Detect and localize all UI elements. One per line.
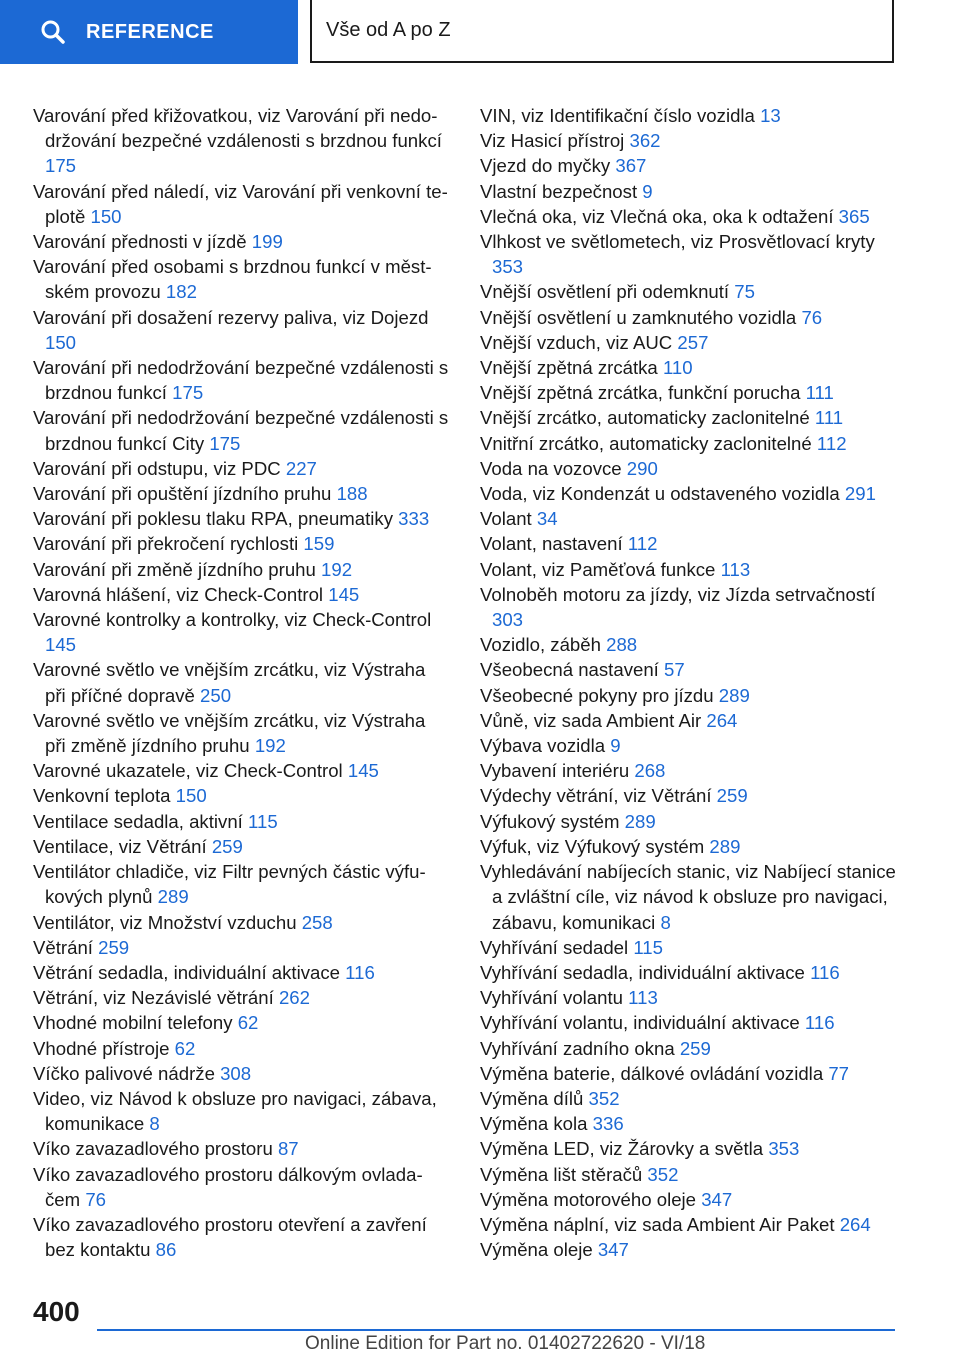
page-reference-link[interactable]: 227	[285, 457, 317, 479]
index-entry	[480, 632, 900, 657]
page-reference-link[interactable]: 116	[810, 961, 840, 983]
index-entry	[480, 1212, 900, 1237]
index-entry	[480, 1237, 900, 1262]
index-column-right	[480, 103, 900, 1262]
page-reference-link[interactable]: 303	[492, 609, 524, 631]
page-reference-link[interactable]: 291	[844, 483, 876, 505]
index-entry	[480, 1187, 900, 1212]
index-entry	[33, 935, 449, 960]
index-entry-text: Varování při nedodržování bezpečné vzdálenosti s brzdnou funkcí	[33, 357, 449, 404]
index-entry-text: Všeobecné pokyny pro jízdu	[480, 684, 714, 706]
index-entry-text: Ventilátor, viz Množství vzduchu	[33, 911, 297, 933]
page-reference-link[interactable]: 264	[706, 709, 738, 731]
index-entry	[480, 1162, 900, 1187]
page-reference-link[interactable]: 115	[633, 936, 663, 958]
reference-tab-label: REFERENCE	[86, 20, 214, 43]
index-entry	[480, 859, 900, 935]
index-entry	[480, 758, 900, 783]
section-title: Vše od A po Z	[310, 0, 894, 63]
page-reference-link[interactable]: 264	[839, 1213, 871, 1235]
index-entry-text: Vnější zrcátko, automaticky zaclonitelné	[480, 407, 810, 429]
page-reference-link[interactable]: 86	[155, 1239, 177, 1261]
index-entry-text: Vnější zpětná zrcátka, funkční porucha	[480, 382, 801, 404]
index-entry-text: Větrání sedadla, individuální aktivace	[33, 961, 340, 983]
index-entry	[33, 1136, 449, 1161]
page-reference-link[interactable]: 257	[677, 331, 709, 353]
index-entry	[33, 531, 449, 556]
index-entry-text: Voda, viz Kondenzát u odstaveného vozidla	[480, 483, 840, 505]
page-reference-link[interactable]: 57	[664, 659, 685, 681]
index-entry-text: Varování při změně jízdního pruhu	[33, 558, 316, 580]
index-entry-text: Výměna LED, viz Žárovky a světla	[480, 1138, 764, 1160]
page-reference-link[interactable]: 145	[45, 634, 77, 656]
index-entry-text: Varovné světlo ve vnějším zrcátku, viz Výstraha při příčné dopravě	[33, 659, 426, 706]
index-entry-text: Varování před osobami s brzdnou funkcí v městském provozu	[33, 256, 432, 303]
index-entry-text: Ventilátor chladiče, viz Filtr pevných částic výfukových plynů	[33, 861, 426, 908]
page-reference-link[interactable]: 75	[734, 281, 755, 303]
index-entry-text: Varovná hlášení, viz Check-Control	[33, 583, 324, 605]
page-reference-link[interactable]: 159	[303, 533, 335, 555]
page-reference-link[interactable]: 76	[801, 306, 823, 328]
index-entry-text: Výbava vozidla	[480, 735, 606, 757]
index-entry	[480, 380, 900, 405]
page-reference-link[interactable]: 113	[720, 558, 751, 580]
page-reference-link[interactable]: 150	[175, 785, 207, 807]
index-entry-text: Varovné kontrolky a kontrolky, viz Check-Control	[33, 609, 432, 631]
page-reference-link[interactable]: 289	[157, 886, 189, 908]
page-reference-link[interactable]: 290	[626, 457, 658, 479]
index-entry-text: Varování při poklesu tlaku RPA, pneumatiky	[33, 508, 393, 530]
page-reference-link[interactable]: 8	[660, 911, 671, 933]
page-reference-link[interactable]: 112	[816, 432, 847, 454]
page-reference-link[interactable]: 34	[536, 508, 558, 530]
index-entry	[33, 179, 449, 229]
index-entry-text: Vhodné přístroje	[33, 1037, 170, 1059]
page-reference-link[interactable]: 9	[642, 180, 653, 202]
index-entry-text: Vhodné mobilní telefony	[33, 1012, 233, 1034]
index-entry	[480, 153, 900, 178]
index-entry-text: Výměna kola	[480, 1113, 588, 1135]
index-entry	[480, 103, 900, 128]
search-icon[interactable]	[40, 19, 66, 45]
page-reference-link[interactable]: 365	[838, 205, 870, 227]
index-entry	[33, 254, 449, 304]
edition-text: Online Edition for Part no. 01402722620 - VI/18	[305, 1333, 706, 1354]
index-entry-text: Varování při dosažení rezervy paliva, viz Dojezd	[33, 306, 429, 328]
index-entry	[33, 103, 449, 179]
index-entry	[480, 481, 900, 506]
index-entry	[33, 481, 449, 506]
index-entry	[480, 179, 900, 204]
index-entry-text: Všeobecná nastavení	[480, 659, 659, 681]
page-reference-link[interactable]: 352	[588, 1087, 620, 1109]
page-reference-link[interactable]: 145	[328, 583, 360, 605]
page-reference-link[interactable]: 182	[165, 281, 197, 303]
page-reference-link[interactable]: 347	[597, 1239, 629, 1261]
page-reference-link[interactable]: 192	[321, 558, 353, 580]
index-entry-text: Vjezd do myčky	[480, 155, 611, 177]
index-entry-text: Vnější osvětlení u zamknutého vozidla	[480, 306, 797, 328]
index-entry	[480, 330, 900, 355]
index-entry-text: Video, viz Návod k obsluze pro navigaci, zábava, komunikace	[33, 1087, 437, 1135]
index-entry	[480, 405, 900, 430]
index-entry-text: Víko zavazadlového prostoru dálkovým ovladačem	[33, 1163, 423, 1210]
index-entry-text: VIN, viz Identifikační číslo vozidla	[480, 105, 755, 126]
index-entry	[33, 557, 449, 582]
page-reference-link[interactable]: 13	[760, 105, 781, 126]
page-reference-link[interactable]: 145	[347, 760, 379, 782]
page-reference-link[interactable]: 111	[805, 382, 834, 404]
index-entry	[33, 783, 449, 808]
index-entry	[480, 1061, 900, 1086]
page-reference-link[interactable]: 150	[90, 205, 122, 227]
index-entry-text: Výdechy větrání, viz Větrání	[480, 785, 712, 807]
index-entry	[33, 758, 449, 783]
page-reference-link[interactable]: 362	[629, 130, 661, 152]
index-entry	[480, 809, 900, 834]
index-entry	[480, 582, 900, 632]
index-entry	[33, 1010, 449, 1035]
index-entry	[33, 1162, 449, 1212]
index-entry	[480, 708, 900, 733]
page-reference-link[interactable]: 62	[174, 1037, 196, 1059]
index-entry-text: Vyhřívání sedadla, individuální aktivace	[480, 961, 805, 983]
page-reference-link[interactable]: 199	[251, 231, 283, 253]
index-entry-text: Varování před křižovatkou, viz Varování při nedodržování bezpečné vzdálenosti s brzdnou funkcí	[33, 105, 442, 152]
index-entry-text: Volnoběh motoru za jízdy, viz Jízda setrvačností	[480, 583, 876, 605]
page-reference-link[interactable]: 175	[172, 382, 204, 404]
page-reference-link[interactable]: 259	[679, 1037, 711, 1059]
index-entry-text: Vnitřní zrcátko, automaticky zaclonitelné	[480, 432, 812, 454]
index-entry-text: Výměna baterie, dálkové ovládání vozidla	[480, 1062, 824, 1084]
index-entry	[480, 506, 900, 531]
index-entry	[33, 960, 449, 985]
index-entry-text: Vyhřívání volantu, individuální aktivace	[480, 1012, 800, 1034]
index-entry	[33, 305, 449, 355]
index-entry	[33, 229, 449, 254]
page-reference-link[interactable]: 115	[248, 810, 278, 832]
page-reference-link[interactable]: 367	[615, 155, 647, 177]
page-reference-link[interactable]: 347	[701, 1188, 733, 1210]
index-entry	[480, 1010, 900, 1035]
index-entry-text: Víčko palivové nádrže	[33, 1062, 215, 1084]
index-entry	[480, 783, 900, 808]
page-reference-link[interactable]: 175	[209, 432, 241, 454]
page-reference-link[interactable]: 289	[718, 684, 750, 706]
index-entry	[480, 355, 900, 380]
index-entry	[33, 1212, 449, 1262]
index-entry	[480, 204, 900, 229]
footer-divider	[97, 1329, 895, 1331]
index-entry-text: Vyhřívání sedadel	[480, 936, 629, 958]
index-entry-text: Výměna dílů	[480, 1087, 584, 1109]
index-entry	[480, 935, 900, 960]
index-entry	[480, 557, 900, 582]
index-entry-text: Vozidlo, záběh	[480, 634, 601, 656]
index-entry-text: Vybavení interiéru	[480, 760, 630, 782]
page-reference-link[interactable]: 87	[277, 1138, 299, 1160]
index-entry-text: Vnější osvětlení při odemknutí	[480, 281, 730, 303]
index-entry-text: Výměna oleje	[480, 1239, 593, 1261]
page-reference-link[interactable]: 111	[814, 407, 844, 429]
page-reference-link[interactable]: 268	[634, 760, 666, 782]
index-entry-text: Vnější vzduch, viz AUC	[480, 331, 673, 353]
index-entry	[480, 683, 900, 708]
index-entry	[480, 985, 900, 1010]
page-reference-link[interactable]: 116	[804, 1012, 835, 1034]
index-entry-text: Varování přednosti v jízdě	[33, 231, 247, 253]
page-reference-link[interactable]: 116	[345, 961, 375, 983]
index-entry	[33, 657, 449, 707]
page-reference-link[interactable]: 353	[768, 1138, 800, 1160]
index-entry	[480, 431, 900, 456]
index-entry-text: Viz Hasicí přístroj	[480, 130, 625, 152]
index-entry-text: Vlhkost ve světlometech, viz Prosvětlovací kryty	[480, 231, 875, 253]
page-reference-link[interactable]: 77	[828, 1062, 850, 1084]
index-entry-text: Varování při opuštění jízdního pruhu	[33, 483, 332, 505]
index-entry	[480, 128, 900, 153]
index-entry	[33, 405, 449, 455]
index-entry	[33, 1036, 449, 1061]
index-column-left	[33, 103, 449, 1262]
index-entry	[33, 355, 449, 405]
page-reference-link[interactable]: 192	[254, 735, 286, 757]
index-entry	[480, 657, 900, 682]
index-entry	[33, 859, 449, 909]
page-reference-link[interactable]: 8	[149, 1113, 160, 1135]
page-reference-link[interactable]: 288	[606, 634, 638, 656]
index-entry-text: Varovné ukazatele, viz Check-Control	[33, 760, 343, 782]
index-entry-text: Vůně, viz sada Ambient Air	[480, 709, 702, 731]
index-entry-text: Výměna motorového oleje	[480, 1188, 697, 1210]
index-entry	[480, 229, 900, 279]
index-entry-text: Varování při odstupu, viz PDC	[33, 457, 281, 479]
index-entry	[33, 456, 449, 481]
index-entry-text: Volant	[480, 508, 532, 530]
index-entry-text: Výfuk, viz Výfukový systém	[480, 835, 705, 857]
page-reference-link[interactable]: 62	[237, 1012, 259, 1034]
index-entry	[480, 834, 900, 859]
index-entry-text: Vnější zpětná zrcátka	[480, 357, 658, 379]
index-entry	[33, 1061, 449, 1086]
index-entry	[480, 456, 900, 481]
index-entry	[480, 1136, 900, 1161]
page-reference-link[interactable]: 308	[220, 1062, 252, 1084]
page-header	[0, 0, 960, 66]
page-reference-link[interactable]: 353	[492, 256, 524, 278]
index-entry	[33, 582, 449, 607]
index-entry-text: Varovné světlo ve vnějším zrcátku, viz Výstraha při změně jízdního pruhu	[33, 709, 426, 757]
index-entry	[33, 910, 449, 935]
index-entry	[480, 1086, 900, 1111]
index-entry-text: Vyhledávání nabíjecích stanic, viz Nabíjecí stanice a zvláštní cíle, viz návod k obsluze pro navigaci, zábavu, komunikaci	[480, 861, 896, 933]
index-entry-text: Varování při nedodržování bezpečné vzdálenosti s brzdnou funkcí City	[33, 407, 449, 454]
page-number: 400	[33, 1296, 80, 1327]
index-entry	[480, 733, 900, 758]
page-reference-link[interactable]: 259	[211, 835, 243, 857]
index-entry-text: Venkovní teplota	[33, 785, 171, 807]
index-entry-text: Varování při překročení rychlosti	[33, 533, 299, 555]
index-entry-text: Ventilace, viz Větrání	[33, 835, 207, 857]
index-entry	[33, 985, 449, 1010]
page-reference-link[interactable]: 110	[662, 357, 693, 379]
index-entry-text: Vyhřívání volantu	[480, 987, 623, 1009]
index-entry-text: Větrání, viz Nezávislé větrání	[33, 987, 274, 1009]
index-entry	[480, 305, 900, 330]
index-entry-text: Výměna náplní, viz sada Ambient Air Paket	[480, 1213, 835, 1235]
page-reference-link[interactable]: 259	[98, 936, 130, 958]
index-entry-text: Výfukový systém	[480, 810, 620, 832]
index-entry	[33, 1086, 449, 1136]
index-entry	[480, 279, 900, 304]
page-reference-link[interactable]: 259	[716, 785, 748, 807]
page-reference-link[interactable]: 188	[336, 483, 368, 505]
page-reference-link[interactable]: 262	[278, 987, 310, 1009]
page-reference-link[interactable]: 175	[45, 155, 77, 177]
index-entry	[33, 834, 449, 859]
index-entry-text: Vlastní bezpečnost	[480, 180, 638, 202]
index-entry-text: Varování před náledí, viz Varování při venkovní teplotě	[33, 180, 448, 227]
page-reference-link[interactable]: 9	[610, 735, 621, 757]
index-entry-text: Výměna lišt stěračů	[480, 1163, 643, 1185]
page-reference-link[interactable]: 289	[709, 835, 741, 857]
index-entry-text: Větrání	[33, 936, 93, 958]
page-reference-link[interactable]: 112	[627, 533, 658, 555]
page-reference-link[interactable]: 352	[647, 1163, 679, 1185]
index-entry	[33, 506, 449, 531]
index-entry-text: Volant, viz Paměťová funkce	[480, 558, 716, 580]
page-reference-link[interactable]: 76	[85, 1188, 106, 1210]
index-entry	[480, 1036, 900, 1061]
index-entry-text: Víko zavazadlového prostoru	[33, 1138, 273, 1160]
index-entry-text: Víko zavazadlového prostoru otevření a zavření bez kontaktu	[33, 1213, 427, 1261]
index-entry	[33, 708, 449, 758]
page-reference-link[interactable]: 250	[200, 684, 232, 706]
index-entry-text: Vlečná oka, viz Vlečná oka, oka k odtažení	[480, 205, 834, 227]
page-reference-link[interactable]: 150	[45, 331, 77, 353]
page-reference-link[interactable]: 258	[301, 911, 333, 933]
index-entry-text: Volant, nastavení	[480, 533, 623, 555]
index-entry	[480, 531, 900, 556]
index-entry	[33, 809, 449, 834]
index-entry	[33, 607, 449, 657]
page-reference-link[interactable]: 336	[592, 1113, 624, 1135]
index-entry	[480, 1111, 900, 1136]
index-entry-text: Voda na vozovce	[480, 457, 622, 479]
index-entry-text: Vyhřívání zadního okna	[480, 1037, 675, 1059]
index-entry-text: Ventilace sedadla, aktivní	[33, 810, 243, 832]
index-entry	[480, 960, 900, 985]
reference-tab[interactable]	[0, 0, 298, 64]
page-reference-link[interactable]: 113	[628, 987, 658, 1009]
page-reference-link[interactable]: 333	[398, 508, 430, 530]
page-reference-link[interactable]: 289	[624, 810, 656, 832]
